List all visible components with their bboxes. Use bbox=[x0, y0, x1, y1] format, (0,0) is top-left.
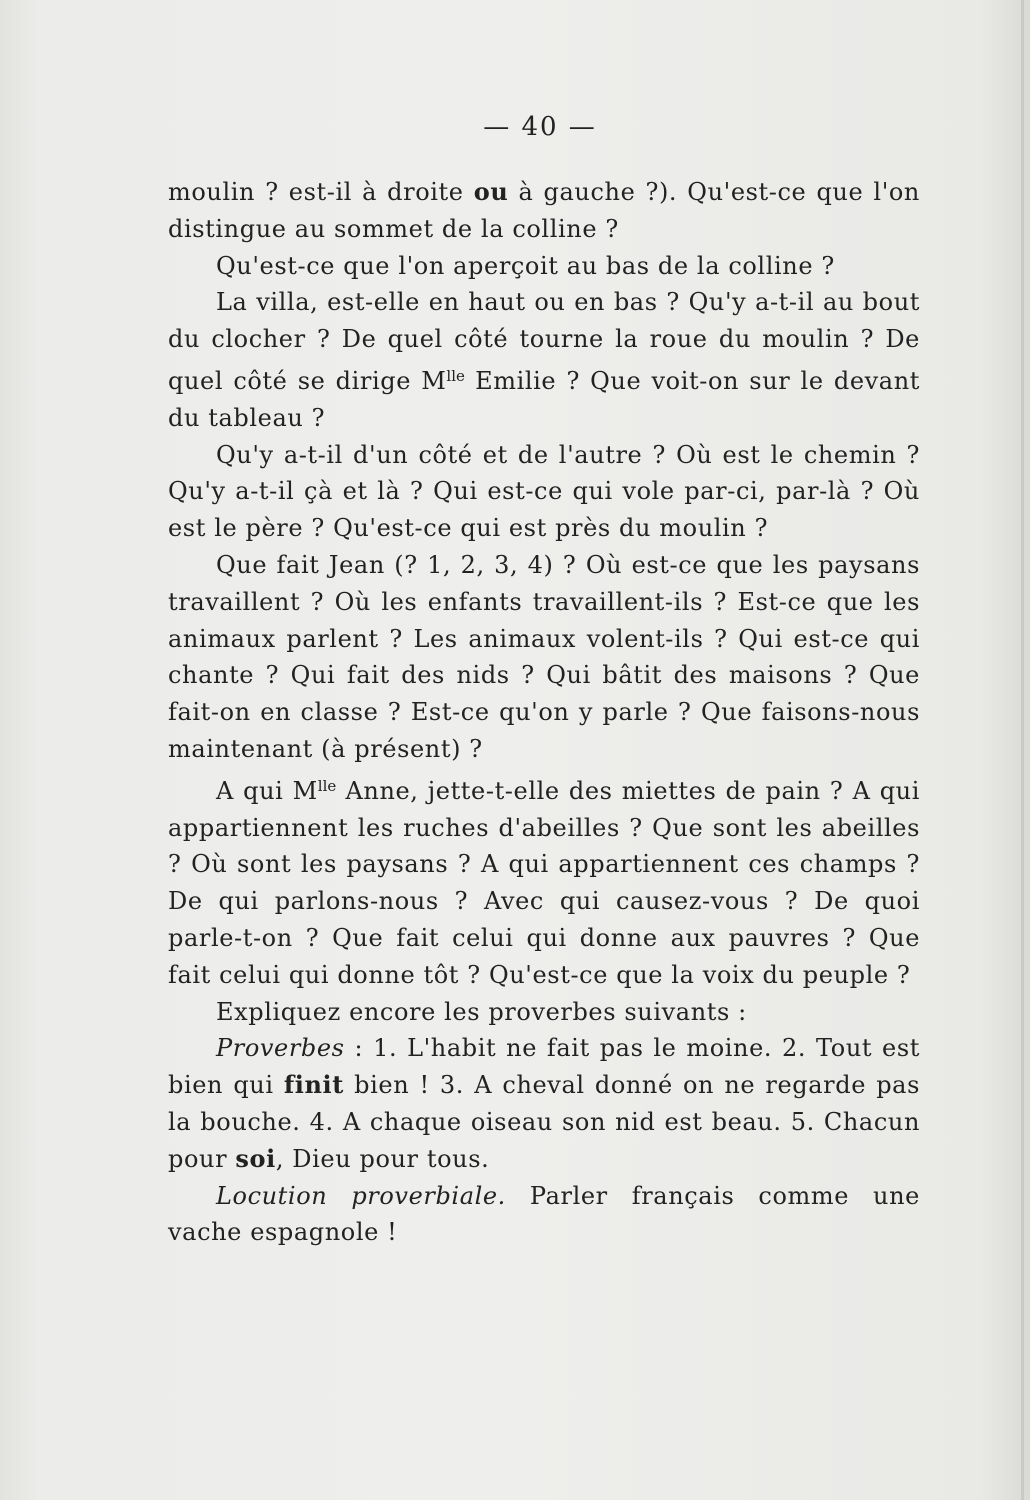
page-edge bbox=[1021, 0, 1024, 1500]
text-run: Parler français comme une vache espagnole ! bbox=[168, 1181, 920, 1247]
text-run: Expliquez encore les proverbes suivants : bbox=[216, 997, 747, 1026]
text-run: Anne, jette-t-elle des miettes de pain ? A qui appartiennent les ruches d'abeilles ? Que sont les abeilles ? Où sont les paysans ? A qui appartiennent ces champs ? De qui parlons-nous ? Avec qui causez-vous ? De quoi parle-t-on ? Que fait celui qui donne aux pauvres ? Que fait celui qui donne tôt ? Qu'est-ce que la voix du peuple ? bbox=[168, 776, 920, 989]
paragraph-p2 bbox=[168, 284, 920, 436]
bold-run: ou bbox=[473, 177, 509, 206]
text-run: Qu'est-ce que l'on aperçoit au bas de la colline ? bbox=[216, 251, 835, 280]
paragraph-p4 bbox=[168, 547, 920, 768]
paragraph-p0 bbox=[168, 174, 920, 248]
text-run: , Dieu pour tous. bbox=[275, 1144, 490, 1173]
italic-run: Locution proverbiale. bbox=[216, 1181, 506, 1210]
text-run: moulin ? est-il à droite bbox=[168, 178, 474, 206]
text-run: Emilie ? Que voit-on sur le devant du tableau ? bbox=[168, 366, 920, 432]
paragraph-p7 bbox=[168, 1030, 920, 1177]
text-run: La villa, est-elle en haut ou en bas ? Qu'y a-t-il au bout du clocher ? De quel côté tourne la roue du moulin ? De quel côté se dirige M bbox=[168, 288, 920, 395]
paragraph-p5 bbox=[168, 768, 920, 994]
italic-run: Proverbes bbox=[216, 1034, 345, 1063]
text-run: à gauche ?). Qu'est-ce que l'on distingue au sommet de la colline ? bbox=[168, 178, 920, 243]
page-number: — 40 — bbox=[483, 112, 597, 142]
text-run: : 1. L'habit ne fait pas le moine. 2. Tout est bien qui bbox=[168, 1034, 920, 1100]
bold-run: soi bbox=[235, 1143, 276, 1173]
text-run: Qu'y a-t-il d'un côté et de l'autre ? Où est le chemin ? Qu'y a-t-il çà et là ? Qui est-ce qui vole par-ci, par-là ? Où est le père ? Qu'est-ce qui est près du moulin ? bbox=[168, 440, 920, 543]
paragraph-p6 bbox=[168, 994, 920, 1031]
sup-run: lle bbox=[446, 366, 465, 385]
text-run: bien ! 3. A cheval donné on ne regarde pas la bouche. 4. A chaque oiseau son nid est beau. 5. Chacun pour bbox=[168, 1071, 920, 1173]
sup-run: lle bbox=[317, 776, 337, 795]
bold-run: finit bbox=[283, 1070, 344, 1100]
text-run: Que fait Jean (? 1, 2, 3, 4) ? Où est-ce que les paysans travaillent ? Où les enfants travaillent-ils ? Est-ce que les animaux parlent ? Les animaux volent-ils ? Qui est-ce qui chante ? Qui fait des nids ? Qui bâtit des maisons ? Que fait-on en classe ? Est-ce qu'on y parle ? Que faisons-nous maintenant (à présent) ? bbox=[168, 550, 920, 763]
text-run: A qui M bbox=[216, 776, 318, 805]
paragraph-p1 bbox=[168, 248, 920, 285]
paragraph-p3 bbox=[168, 437, 920, 547]
paragraph-p8 bbox=[168, 1178, 920, 1252]
body-text bbox=[168, 174, 920, 1251]
